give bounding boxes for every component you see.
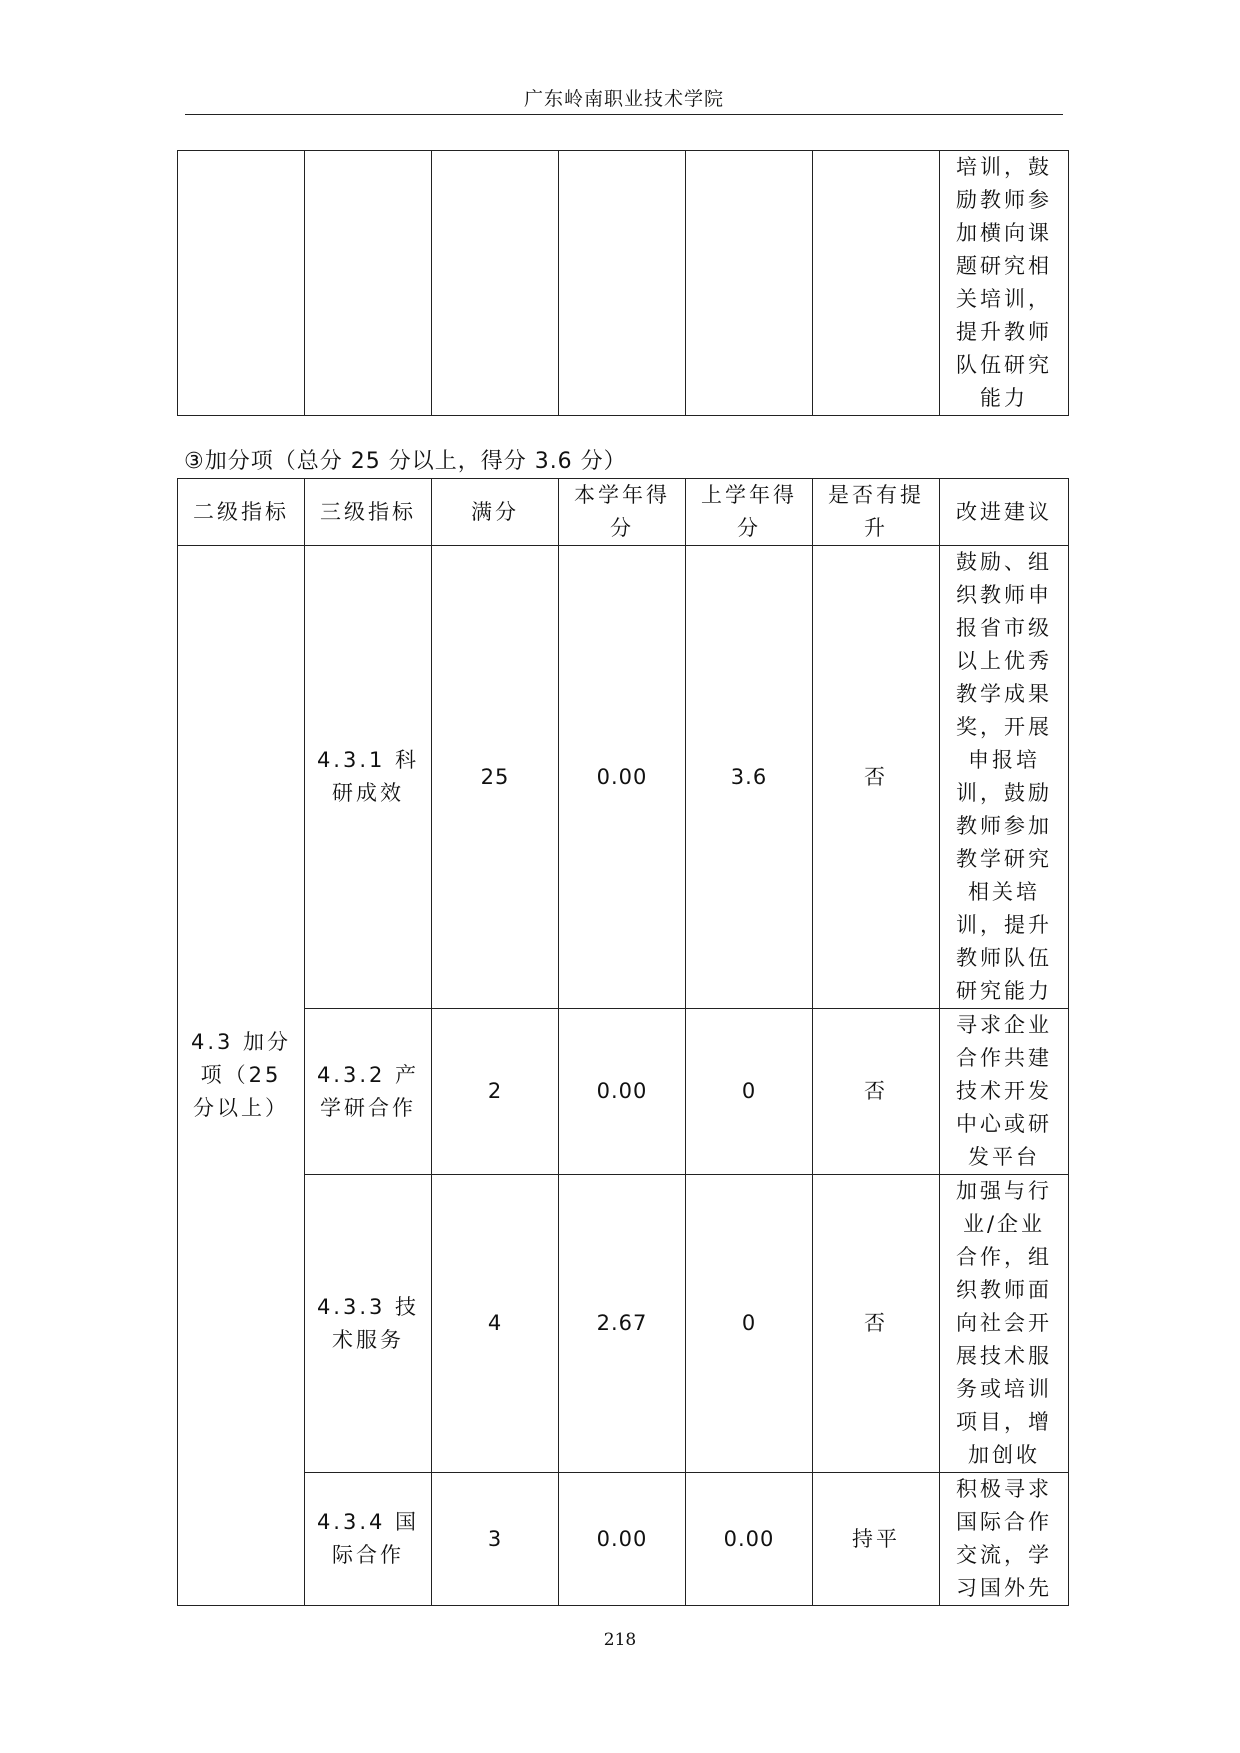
column-header [559,479,686,546]
empty-cell [178,151,305,416]
last-year-score: 0.00 [686,1473,813,1606]
score-table [177,478,1069,1606]
group-label-cell [178,546,305,1606]
table-row [178,1009,1069,1175]
column-header-text: 是否有提升 [828,483,924,540]
improved-status: 持平 [813,1473,940,1606]
improved-status: 否 [813,546,940,1009]
last-year-score: 0 [686,1175,813,1473]
column-header: 改进建议 [940,479,1069,546]
empty-cell [432,151,559,416]
indicator-label: 4.3.1 科研成效 [316,748,420,805]
empty-cell [813,151,940,416]
table-row [178,1473,1069,1606]
empty-cell [686,151,813,416]
table-header-row [178,479,1069,546]
table-row [178,1175,1069,1473]
suggestion-cell [940,1175,1069,1473]
suggestion-text: 积极寻求国际合作交流，学习国外先 [956,1477,1052,1600]
indicator-label: 4.3.4 国际合作 [316,1510,420,1567]
full-score: 3 [432,1473,559,1606]
suggestion-text: 鼓励、组织教师申报省市级以上优秀教学成果奖，开展申报培训，鼓励教师参加教学研究相关培训，提升教师队伍研究能力 [956,550,1052,1003]
last-year-score: 3.6 [686,546,813,1009]
page-number: 218 [603,1630,637,1650]
column-header [686,479,813,546]
full-score: 4 [432,1175,559,1473]
indicator-cell [305,546,432,1009]
suggestion-text: 寻求企业合作共建技术开发中心或研发平台 [956,1013,1052,1169]
this-year-score: 0.00 [559,1009,686,1175]
table-row [178,546,1069,1009]
column-header: 三级指标 [305,479,432,546]
empty-cell [305,151,432,416]
improved-status: 否 [813,1175,940,1473]
indicator-cell [305,1009,432,1175]
full-score: 25 [432,546,559,1009]
suggestion-cell [940,1009,1069,1175]
column-header: 满分 [432,479,559,546]
page-header: 广东岭南职业技术学院 [523,88,724,110]
suggestion-cell [940,546,1069,1009]
column-header-text: 本学年得分 [574,483,670,540]
indicator-label: 4.3.2 产学研合作 [316,1062,420,1120]
section-title: ③加分项（总分 25 分以上，得分 3.6 分） [184,449,627,474]
suggestion-text: 加强与行业/企业合作，组织教师面向社会开展技术服务或培训项目，增加创收 [956,1179,1052,1467]
column-header [813,479,940,546]
full-score: 2 [432,1009,559,1175]
indicator-cell [305,1473,432,1606]
this-year-score: 2.67 [559,1175,686,1473]
last-year-score: 0 [686,1009,813,1175]
indicator-cell [305,1175,432,1473]
this-year-score: 0.00 [559,546,686,1009]
suggestion-cell [940,151,1069,416]
header-divider [185,114,1063,115]
suggestion-cell [940,1473,1069,1606]
column-header-text: 上学年得分 [701,483,797,540]
indicator-label: 4.3.3 技术服务 [316,1294,420,1352]
column-header: 二级指标 [178,479,305,546]
suggestion-text: 培训，鼓励教师参加横向课题研究相关培训，提升教师队伍研究能力 [956,155,1052,410]
this-year-score: 0.00 [559,1473,686,1606]
group-label: 4.3 加分项（25 分以上） [190,1030,292,1120]
table-row [178,151,1069,416]
improved-status: 否 [813,1009,940,1175]
empty-cell [559,151,686,416]
continuation-table [177,150,1069,416]
